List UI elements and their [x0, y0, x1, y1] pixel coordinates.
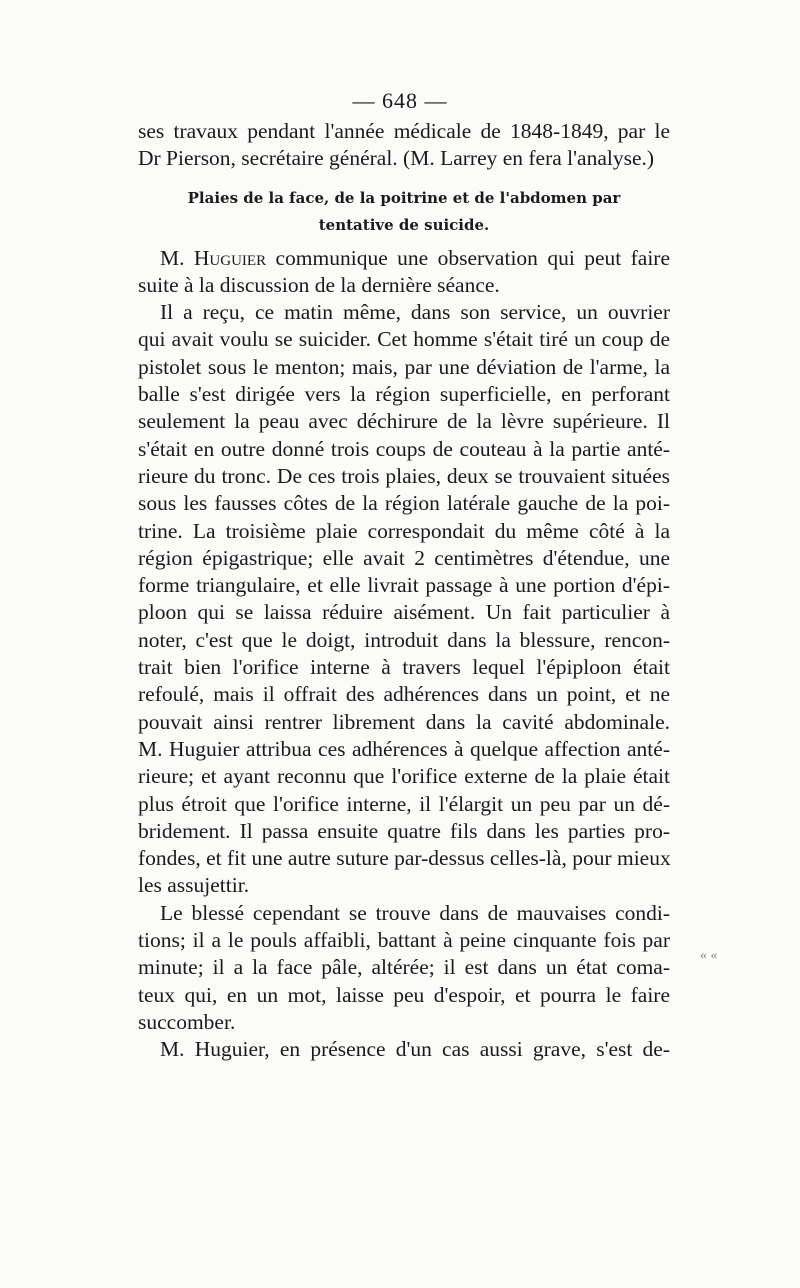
paragraph-line	[138, 245, 670, 272]
paragraph-line: teux qui, en un mot, laisse peu d'espoir, et pourra le faire	[138, 982, 670, 1007]
paragraph-line: s'était en outre donné trois coups de couteau à la partie anté-	[138, 436, 670, 461]
paragraph-line: région épigastrique; elle avait 2 centimètres d'étendue, une	[138, 545, 670, 570]
heading-line: Plaies de la face, de la poitrine et de l'abdomen par	[187, 188, 621, 207]
paragraph-line: rieure; et ayant reconnu que l'orifice externe de la plaie était	[138, 764, 670, 789]
name-prefix: M.	[160, 245, 194, 270]
first-line-rest: communique une observation qui peut faire	[266, 245, 670, 270]
paragraph-line: M. Huguier attribua ces adhérences à quelque affection anté-	[138, 736, 670, 761]
paragraph-line: M. Huguier, en présence d'un cas aussi grave, s'est de-	[160, 1037, 670, 1062]
paragraph-line: refoulé, mais il offrait des adhérences dans un point, et ne	[138, 682, 670, 707]
intro-line: ses travaux pendant l'année médicale de 1848-1849, par le	[138, 119, 670, 143]
paragraph-3	[138, 900, 670, 1036]
paragraph-line: bridement. Il passa ensuite quatre fils dans les parties pro-	[138, 818, 670, 843]
paragraph-line: sous les fausses côtes de la région latérale gauche de la poi-	[138, 491, 670, 516]
paragraph-line: trait bien l'orifice interne à travers lequel l'épiploon était	[138, 655, 670, 680]
paragraph-line: succomber.	[138, 1009, 236, 1034]
paragraph-line: ploon qui se laissa réduire aisément. Un fait particulier à	[138, 600, 670, 625]
paragraph-line: fondes, et fit une autre suture par-dessus celles-là, pour mieux	[138, 846, 671, 871]
paragraph-line: minute; il a la face pâle, altérée; il est dans un état coma-	[138, 955, 670, 980]
paragraph-line: forme triangulaire, et elle livrait passage à une portion d'épi-	[138, 573, 670, 598]
paragraph-line: suite à la discussion de la dernière séance.	[138, 272, 500, 297]
paragraph-2	[138, 299, 670, 900]
paragraph-4	[138, 1036, 670, 1063]
paragraph-line: plus étroit que l'orifice interne, il l'élargit un peu par un dé-	[138, 791, 670, 816]
paragraph-line: les assujettir.	[138, 873, 250, 898]
text-body	[138, 118, 670, 1064]
paragraph-line: seulement la peau avec déchirure de la lèvre supérieure. Il	[138, 409, 670, 434]
paragraph-line: qui avait voulu se suicider. Cet homme s'était tiré un coup de	[138, 327, 670, 352]
section-heading	[138, 185, 670, 239]
paragraph-line: noter, c'est que le doigt, introduit dans la blessure, rencon-	[138, 627, 670, 652]
author-name: Huguier	[193, 245, 267, 270]
paragraph-line: Il a reçu, ce matin même, dans son service, un ouvrier	[160, 300, 670, 325]
paragraph-line: Le blessé cependant se trouve dans de mauvaises condi-	[160, 900, 670, 925]
intro-line: Dr Pierson, secrétaire général. (M. Larrey en fera l'analyse.)	[138, 146, 655, 171]
paragraph-line: rieure du tronc. De ces trois plaies, deux se trouvaient situées	[138, 463, 670, 488]
margin-mark: « «	[700, 948, 718, 963]
paragraph-line: tions; il a le pouls affaibli, battant à peine cinquante fois par	[138, 928, 670, 953]
paragraph-line: pistolet sous le menton; mais, par une déviation de l'arme, la	[138, 354, 670, 379]
heading-line: tentative de suicide.	[318, 215, 490, 234]
paragraph-line: trine. La troisième plaie correspondait du même côté à la	[138, 518, 670, 543]
page-number: — 648 —	[352, 88, 448, 113]
paragraph-line: pouvait ainsi rentrer librement dans la cavité abdominale.	[138, 709, 670, 734]
paragraph-1	[138, 245, 670, 300]
paragraph-line: balle s'est dirigée vers la région superficielle, en perforant	[138, 382, 670, 407]
